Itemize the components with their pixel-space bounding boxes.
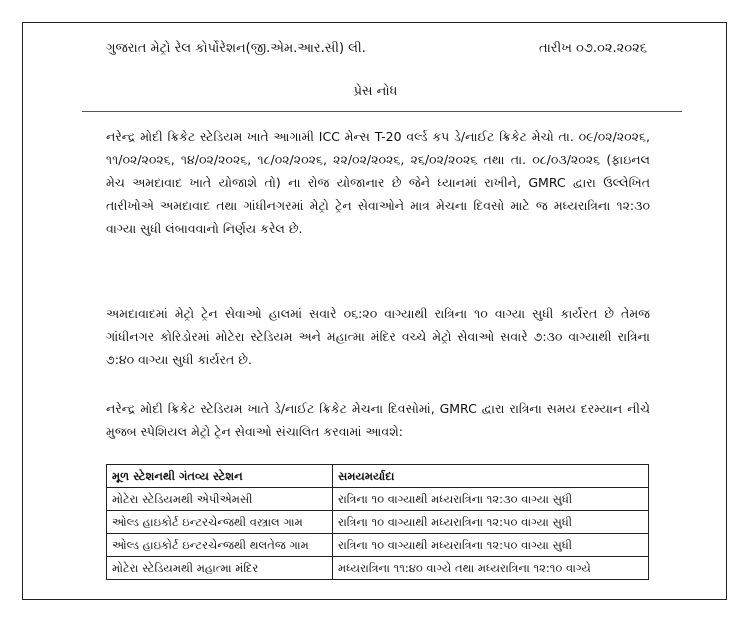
timing-cell: રાત્રિના ૧૦ વાગ્યાથી મધ્યરાત્રિના ૧૨:૫૦ વાગ્યા સુધી	[333, 511, 649, 534]
table-row	[107, 511, 649, 534]
timing-cell: મધ્યરાત્રિના ૧૧:૪૦ વાગ્યે તથા મધ્યરાત્રિના ૧૨:૧૦ વાગ્યે	[333, 557, 649, 580]
table-row	[107, 488, 649, 511]
route-cell: મોટેરા સ્ટેડિયમથી મહાત્મા મંદિર	[107, 557, 333, 580]
document-date: તારીખ ૦૭.૦૨.૨૦૨૬	[538, 41, 647, 56]
table-row	[107, 557, 649, 580]
paragraph-current-timings: અમદાવાદમાં મેટ્રો ટ્રેન સેવાઓ હાલમાં સવારે ૦૬:૨૦ વાગ્યાથી રાત્રિના ૧૦ વાગ્યા સુધી કાર્યરત છે તેમજ ગાંધીનગર કોરિડોરમાં મોટેરા સ્ટેડિયમ અને મહાત્મા મંદિર વચ્ચે મેટ્રો સેવાઓ સવારે ૭:૩૦ વાગ્યાથી રાત્રિના ૭:૪૦ વાગ્યા સુધી કાર્યરત છે.	[106, 306, 650, 367]
table-row	[107, 534, 649, 557]
timing-cell: રાત્રિના ૧૦ વાગ્યાથી મધ્યરાત્રિના ૧૨:૫૦ વાગ્યા સુધી	[333, 534, 649, 557]
table-header-row	[107, 465, 649, 488]
header-route: મૂળ સ્ટેશનથી ગંતવ્ય સ્ટેશન	[107, 465, 333, 488]
timing-cell: રાત્રિના ૧૦ વાગ્યાથી મધ્યરાત્રિના ૧૨:૩૦ વાગ્યા સુધી	[333, 488, 649, 511]
document-title: પ્રેસ નોધ	[353, 84, 398, 99]
paragraph-special-services: નરેન્દ્ર મોદી ક્રિકેટ સ્ટેડિયમ ખાતે ડે/નાઈટ ક્રિકેટ મેચના દિવસોમાં, GMRC દ્વારા રાત્રિના સમય દરમ્યાન નીચે મુજબ સ્પેશિયલ મેટ્રો ટ્રેન સેવાઓ સંચાલિત કરવામાં આવશે:	[106, 401, 650, 439]
header-timing: સમયમર્યાદા	[333, 465, 649, 488]
route-cell: ઓલ્ડ હાઇકોર્ટ ઇન્ટરચેન્જથી થલતેજ ગામ	[107, 534, 333, 557]
schedule-table	[106, 464, 649, 580]
route-cell: ઓલ્ડ હાઇકોર્ટ ઇન્ટરચેન્જથી વસ્ત્રાલ ગામ	[107, 511, 333, 534]
paragraph-extension-notice: નરેન્દ્ર મોદી ક્રિકેટ સ્ટેડિયમ ખાતે આગામી ICC મેન્સ T-20 વર્લ્ડ કપ ડે/નાઈટ ક્રિકેટ મેચો તા. ૦૯/૦૨/૨૦૨૬, ૧૧/૦૨/૨૦૨૬, ૧૪/૦૨/૨૦૨૬, ૧૮/૦૨/૨૦૨૬, ૨૨/૦૨/૨૦૨૬, ૨૬/૦૨/૨૦૨૬ તથા તા. ૦૮/૦૩/૨૦૨૬ (ફાઇનલ મેચ અમદાવાદ ખાતે યોજાશે તો) ના રોજ યોજાનાર છે જેને ધ્યાનમાં રાખીને, GMRC દ્વારા ઉલ્લેખિત તારીખોએ અમદાવાદ તથા ગાંધીનગરમાં મેટ્રો ટ્રેન સેવાઓને માત્ર મેચના દિવસો માટે જ મધ્યરાત્રિના ૧૨:૩૦ વાગ્યા સુધી લંબાવવાનો નિર્ણય કરેલ છે.	[106, 129, 650, 236]
route-cell: મોટેરા સ્ટેડિયમથી એપીએમસી	[107, 488, 333, 511]
title-divider	[82, 111, 682, 112]
organization-name: ગુજરાત મેટ્રો રેલ કોર્પોરેશન(જી.એમ.આર.સી) લી.	[106, 41, 366, 56]
